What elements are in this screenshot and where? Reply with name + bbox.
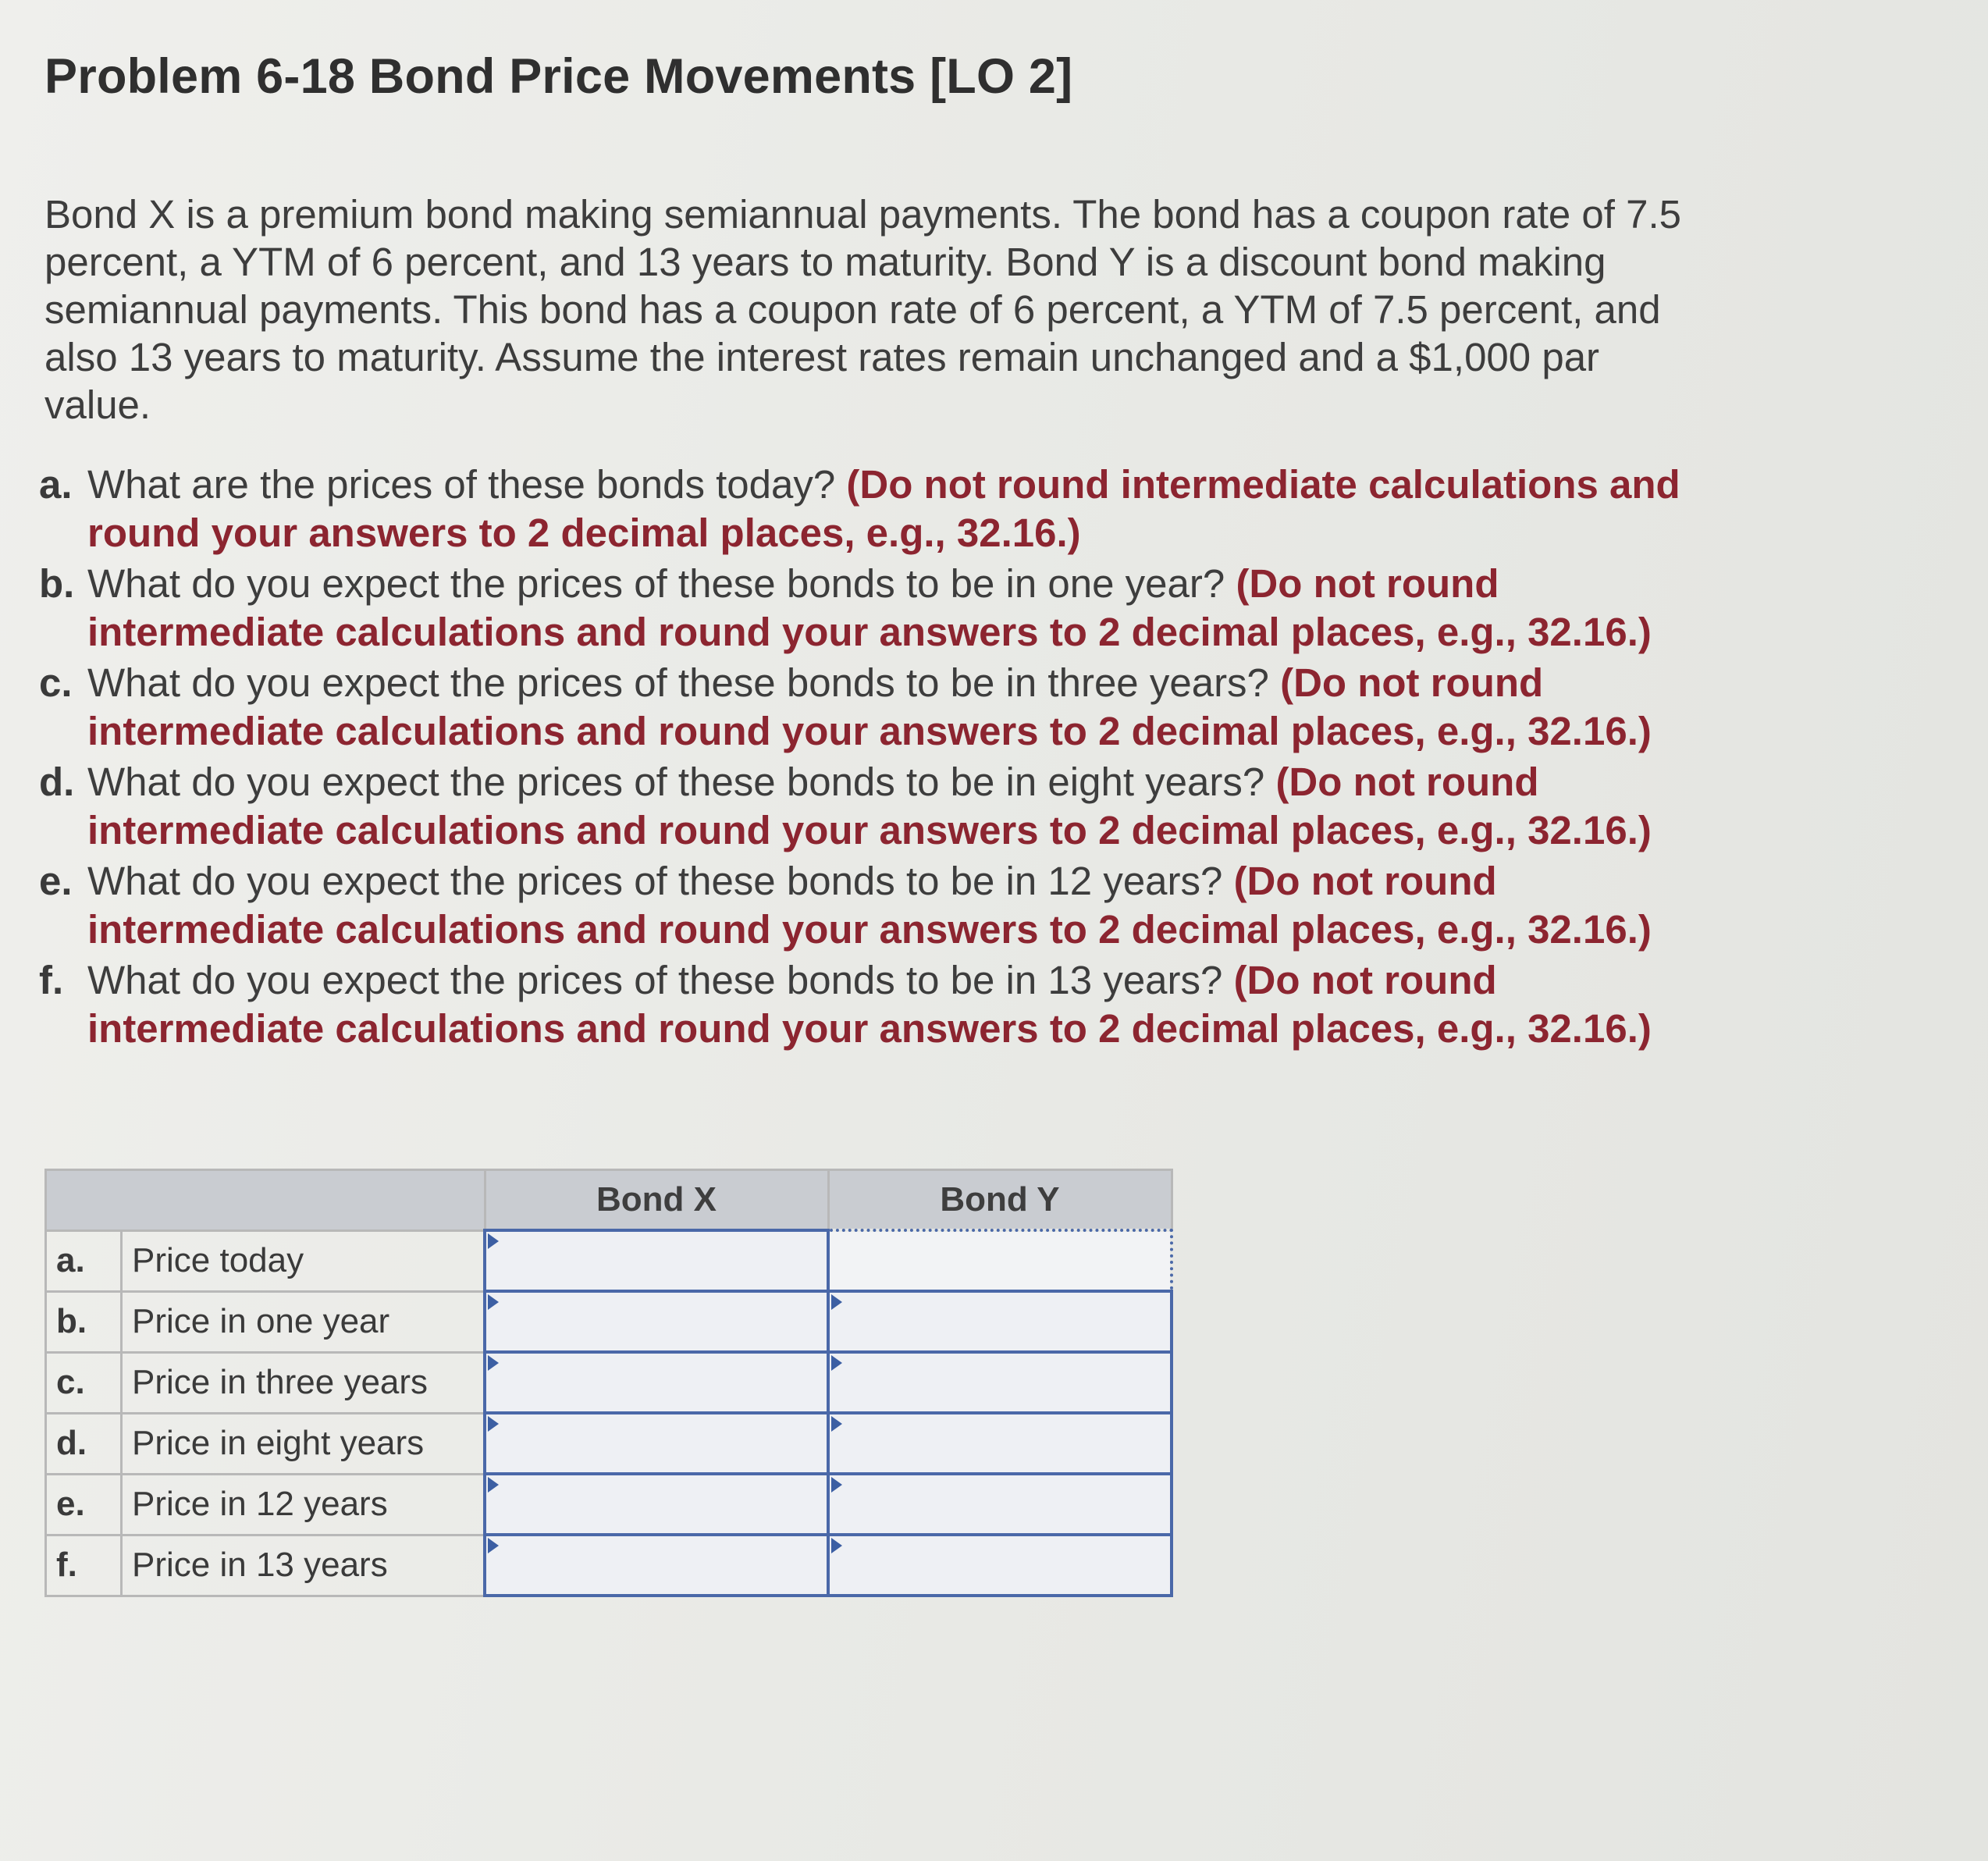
- question-text: What are the prices of these bonds today?: [87, 462, 836, 507]
- problem-intro: Bond X is a premium bond making semiannual payments. The bond has a coupon rate of 7.5 percent, a YTM of 6 percent, and 13 years to maturity. Bond Y is a discount bond making semiannual payments. This bond has a coupon rate of 6 percent, a YTM of 7.5 percent, and also 13 years to maturity. Assume the interest rates remain unchanged and a $1,000 par value.: [44, 192, 1682, 427]
- question-list: [39, 461, 1694, 1055]
- input-marker-icon: [831, 1294, 842, 1310]
- table-row: [46, 1352, 1172, 1413]
- row-letter: c.: [46, 1352, 122, 1413]
- bond-x-price-eight-years-input[interactable]: [486, 1414, 827, 1472]
- bond-x-price-13-years-input[interactable]: [486, 1536, 827, 1594]
- row-letter: f.: [46, 1535, 122, 1596]
- bond-x-price-13-years-cell: [485, 1535, 828, 1596]
- question-letter: d.: [39, 760, 75, 804]
- row-label: Price in three years: [122, 1352, 485, 1413]
- table-row: [46, 1474, 1172, 1535]
- bond-y-price-13-years-cell: [828, 1535, 1172, 1596]
- row-label: Price today: [122, 1230, 485, 1291]
- input-marker-icon: [488, 1416, 499, 1432]
- question-letter: b.: [39, 561, 75, 606]
- question-letter: a.: [39, 462, 73, 507]
- bond-y-price-eight-years-input[interactable]: [830, 1414, 1170, 1472]
- question-f: [39, 956, 1694, 1053]
- bond-y-price-three-years-input[interactable]: [830, 1354, 1170, 1411]
- table-row: [46, 1291, 1172, 1352]
- table-row: [46, 1413, 1172, 1474]
- question-instruction: (Do not round intermediate calculations and round your answers to 2 decimal places, e.g., 32.16.): [87, 561, 1652, 654]
- row-letter: b.: [46, 1291, 122, 1352]
- question-text: What do you expect the prices of these bonds to be in 13 years?: [87, 958, 1223, 1002]
- question-instruction: (Do not round intermediate calculations and round your answers to 2 decimal places, e.g., 32.16.): [87, 660, 1652, 753]
- answer-table: [44, 1169, 1173, 1597]
- bond-y-price-one-year-input[interactable]: [830, 1293, 1170, 1350]
- bond-x-price-today-cell: [485, 1230, 828, 1291]
- input-marker-icon: [488, 1355, 499, 1371]
- question-d: [39, 758, 1694, 855]
- question-text: What do you expect the prices of these bonds to be in three years?: [87, 660, 1269, 705]
- bond-x-price-three-years-cell: [485, 1352, 828, 1413]
- header-bond-x: Bond X: [485, 1170, 828, 1231]
- input-marker-icon: [488, 1233, 499, 1249]
- bond-x-price-12-years-cell: [485, 1474, 828, 1535]
- header-blank: [46, 1170, 485, 1231]
- problem-title: Problem 6-18 Bond Price Movements [LO 2]: [44, 49, 1073, 104]
- bond-y-price-one-year-cell: [828, 1291, 1172, 1352]
- row-label: Price in eight years: [122, 1413, 485, 1474]
- input-marker-icon: [831, 1477, 842, 1493]
- question-instruction: (Do not round intermediate calculations and round your answers to 2 decimal places, e.g., 32.16.): [87, 462, 1680, 555]
- input-marker-icon: [488, 1294, 499, 1310]
- header-bond-y: Bond Y: [828, 1170, 1172, 1231]
- bond-y-price-today-input[interactable]: [830, 1232, 1170, 1290]
- bond-x-price-today-input[interactable]: [486, 1232, 827, 1290]
- row-label: Price in one year: [122, 1291, 485, 1352]
- input-marker-icon: [831, 1355, 842, 1371]
- row-label: Price in 13 years: [122, 1535, 485, 1596]
- table-row: [46, 1535, 1172, 1596]
- question-letter: c.: [39, 660, 73, 705]
- bond-y-price-12-years-cell: [828, 1474, 1172, 1535]
- question-a: [39, 461, 1694, 557]
- question-text: What do you expect the prices of these bonds to be in eight years?: [87, 760, 1265, 804]
- question-instruction: (Do not round intermediate calculations and round your answers to 2 decimal places, e.g., 32.16.): [87, 760, 1652, 852]
- input-marker-icon: [488, 1538, 499, 1553]
- question-instruction: (Do not round intermediate calculations and round your answers to 2 decimal places, e.g., 32.16.): [87, 958, 1652, 1051]
- question-e: [39, 857, 1694, 954]
- bond-x-price-eight-years-cell: [485, 1413, 828, 1474]
- input-marker-icon: [831, 1416, 842, 1432]
- question-b: [39, 560, 1694, 657]
- table-header-row: [46, 1170, 1172, 1231]
- bond-y-price-13-years-input[interactable]: [830, 1536, 1170, 1594]
- question-letter: f.: [39, 958, 64, 1002]
- bond-x-price-one-year-input[interactable]: [486, 1293, 827, 1350]
- table-row: [46, 1230, 1172, 1291]
- bond-x-price-12-years-input[interactable]: [486, 1475, 827, 1533]
- input-marker-icon: [488, 1477, 499, 1493]
- row-label: Price in 12 years: [122, 1474, 485, 1535]
- bond-x-price-three-years-input[interactable]: [486, 1354, 827, 1411]
- bond-y-price-three-years-cell: [828, 1352, 1172, 1413]
- row-letter: d.: [46, 1413, 122, 1474]
- input-marker-icon: [831, 1538, 842, 1553]
- question-text: What do you expect the prices of these bonds to be in 12 years?: [87, 859, 1223, 903]
- question-text: What do you expect the prices of these bonds to be in one year?: [87, 561, 1225, 606]
- bond-y-price-today-cell: [828, 1230, 1172, 1291]
- question-instruction: (Do not round intermediate calculations and round your answers to 2 decimal places, e.g., 32.16.): [87, 859, 1652, 952]
- row-letter: a.: [46, 1230, 122, 1291]
- bond-y-price-12-years-input[interactable]: [830, 1475, 1170, 1533]
- question-letter: e.: [39, 859, 73, 903]
- question-c: [39, 659, 1694, 756]
- row-letter: e.: [46, 1474, 122, 1535]
- bond-y-price-eight-years-cell: [828, 1413, 1172, 1474]
- bond-x-price-one-year-cell: [485, 1291, 828, 1352]
